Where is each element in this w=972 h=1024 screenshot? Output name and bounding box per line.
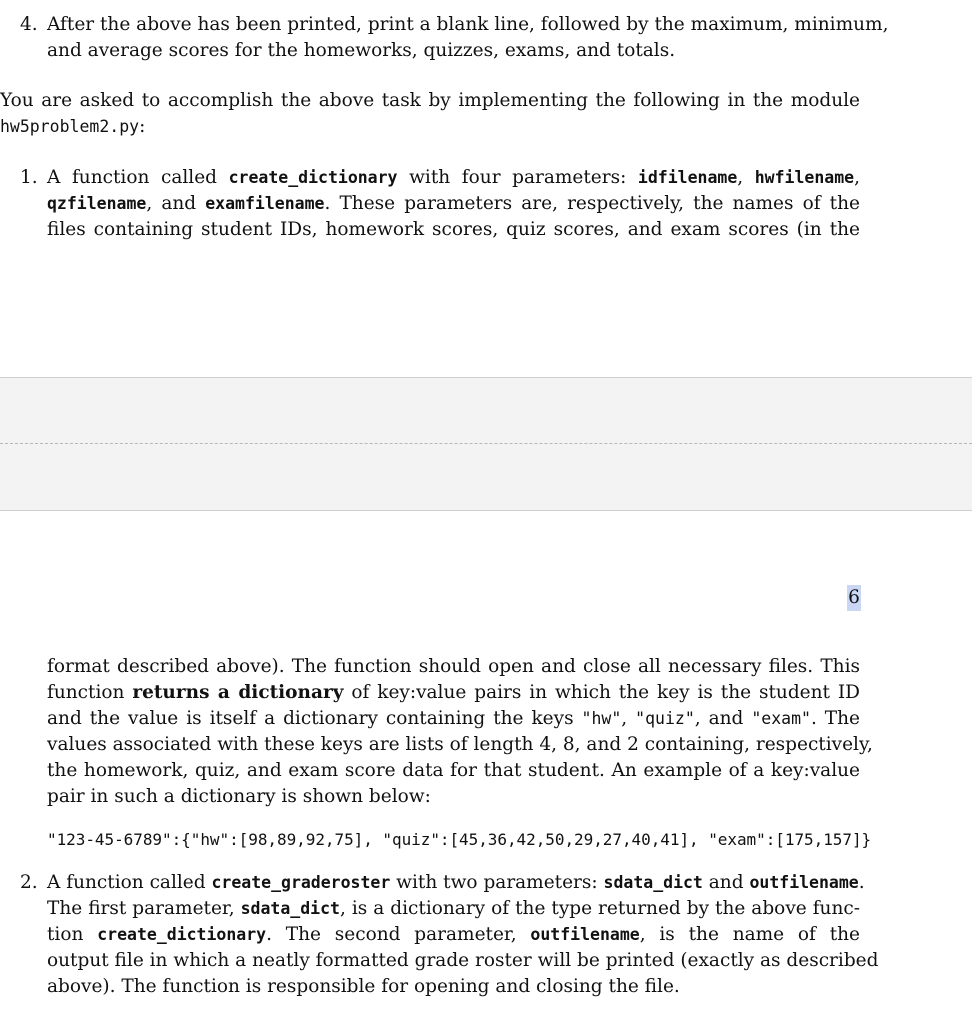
list-item-text: The first parameter, sdata_dict, is a dictionary of the type returned by the above func- — [47, 898, 861, 919]
paragraph-text: and the value is itself a dictionary containing the keys "hw", "quiz", and "exam". The — [47, 708, 861, 729]
list-item-text: files containing student IDs, homework scores, quiz scores, and exam scores (in the — [47, 219, 860, 240]
paragraph-text: hw5problem2.py: — [0, 116, 146, 137]
paragraph-text: You are asked to accomplish the above task by implementing the following in the module — [0, 90, 860, 111]
list-item-number: 2. — [20, 872, 38, 893]
parameter-name: hwfilename — [754, 168, 855, 187]
bold-text: returns a dictionary — [132, 682, 344, 703]
list-item-text: A function called create_dictionary with four parameters: idfilename, hwfilename, — [47, 167, 860, 188]
dict-key: "quiz" — [635, 709, 695, 728]
parameter-name: idfilename — [637, 168, 738, 187]
list-item-text: output file in which a neatly formatted grade roster will be printed (exactly as described — [47, 950, 879, 971]
list-item-number: 1. — [20, 167, 38, 188]
paragraph-text: values associated with these keys are lists of length 4, 8, and 2 containing, respectively, — [47, 734, 873, 755]
paragraph-text: pair in such a dictionary is shown below: — [47, 786, 431, 807]
list-item-text: A function called create_graderoster with two parameters: sdata_dict and outfilename. — [47, 872, 865, 893]
parameter-name: sdata_dict — [240, 899, 340, 918]
page-number: 6 — [847, 585, 861, 611]
parameter-name: outfilename — [749, 873, 859, 892]
list-item-text: qzfilename, and examfilename. These parameters are, respectively, the names of the — [47, 193, 860, 214]
page-gap — [0, 377, 972, 444]
dict-key: "exam" — [751, 709, 811, 728]
module-name: hw5problem2.py — [0, 117, 140, 136]
parameter-name: qzfilename — [47, 194, 147, 213]
paragraph-text: format described above). The function should open and close all necessary files. This — [47, 656, 860, 677]
parameter-name: outfilename — [530, 925, 640, 944]
list-item-text: and average scores for the homeworks, quizzes, exams, and totals. — [47, 40, 676, 61]
list-item-text: above). The function is responsible for opening and closing the file. — [47, 976, 680, 997]
paragraph-text: function returns a dictionary of key:value pairs in which the key is the student ID — [47, 682, 860, 703]
function-name: create_dictionary — [228, 168, 398, 187]
function-name: create_dictionary — [97, 925, 267, 944]
list-item-text: tion create_dictionary. The second parameter, outfilename, is the name of the — [47, 924, 861, 945]
list-item-number: 4. — [20, 14, 38, 35]
page-gap — [0, 444, 972, 511]
paragraph-text: the homework, quiz, and exam score data for that student. An example of a key:value — [47, 760, 860, 781]
list-item-text: After the above has been printed, print a blank line, followed by the maximum, minimum, — [47, 14, 889, 35]
parameter-name: sdata_dict — [603, 873, 703, 892]
dict-key: "hw" — [581, 709, 622, 728]
code-example: "123-45-6789":{"hw":[98,89,92,75], "quiz":[45,36,42,50,29,27,40,41], "exam":[175,157]} — [47, 830, 872, 849]
parameter-name: examfilename — [205, 194, 325, 213]
function-name: create_graderoster — [211, 873, 391, 892]
